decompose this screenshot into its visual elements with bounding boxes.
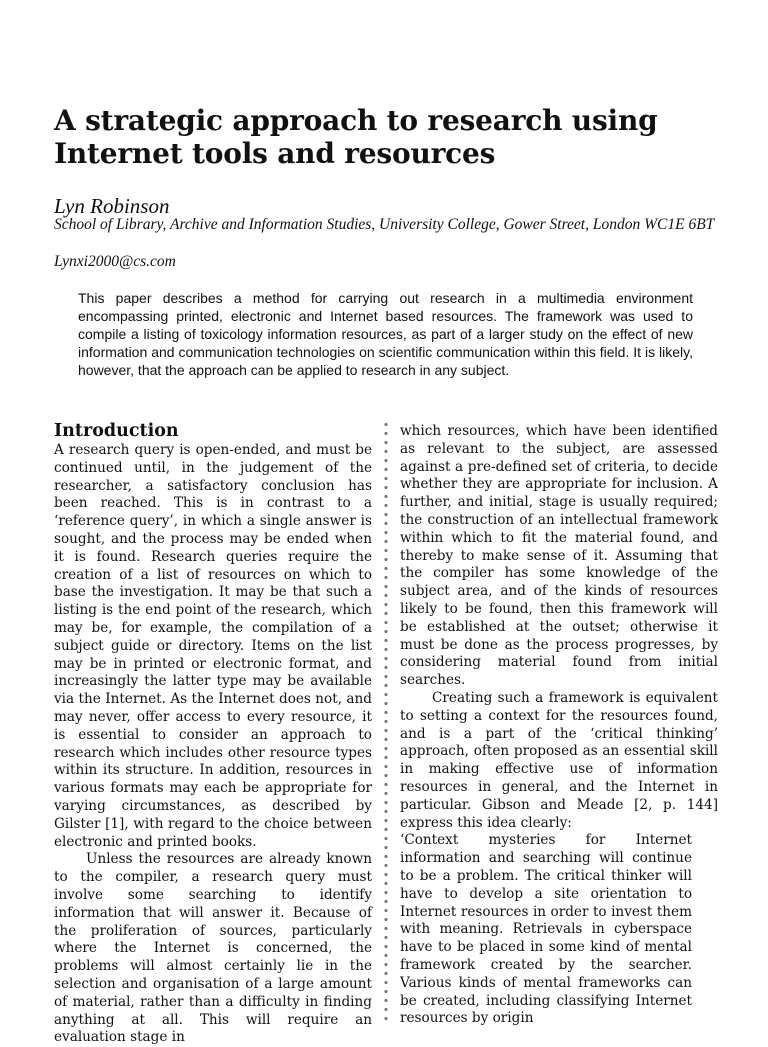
block-quote: ‘Context mysteries for Internet information and searching will continue to be a problem. The critical thinker will have to develop a site orientation to Internet resources in order to invest them with meaning. Retrievals in cyberspace have to be placed in some kind of mental framework created by the searcher. Various kinds of mental frameworks can be created, including classifying Internet resources by origin [400, 832, 692, 1027]
column-divider [383, 420, 389, 1024]
author-affiliation: School of Library, Archive and Information Studies, University College, Gower Street, London WC1E 6BT [54, 216, 715, 233]
abstract: This paper describes a method for carrying out research in a multimedia environment encompassing printed, electronic and Internet based resources. The framework was used to compile a listing of toxicology information resources, as part of a larger study on the effect of new information and communication technologies on scientific communication within this field. It is likely, however, that the approach can be applied to research in any subject. [78, 290, 693, 378]
left-column [54, 420, 372, 1047]
title-line-2: Internet tools and resources [54, 137, 496, 170]
author-name: Lyn Robinson [54, 194, 170, 218]
author-email: Lynxi2000@cs.com [54, 253, 176, 270]
title-line-1: A strategic approach to research using [54, 104, 658, 137]
intro-paragraph-1: A research query is open-ended, and must be continued until, in the judgement of the researcher, a satisfactory conclusion has been reached. This is in contrast to a ‘reference query’, in which a single answer is sought, and the process may be ended when it is found. Research queries require the creation of a list of resources on which to base the investigation. It may be that such a listing is the end point of the research, which may be, for example, the compilation of a subject guide or directory. Items on the list may be in printed or electronic format, and increasingly the latter type may be available via the Internet. As the Internet does not, and may never, offer access to every resource, it is essential to consider an approach to research which includes other resource types within its structure. In addition, resources in various formats may each be appropriate for varying circumstances, as described by Gilster [1], with regard to the choice between electronic and printed books. [54, 442, 372, 850]
right-paragraph-1: which resources, which have been identified as relevant to the subject, are assessed against a pre-defined set of criteria, to decide whether they are appropriate for inclusion. A further, and initial, stage is usually required; the construction of an intellectual framework within which to fit the material found, and thereby to make sense of it. Assuming that the compiler has some knowledge of the subject area, and of the kinds of resources likely to be found, then this framework will be established at the outset; otherwise it must be done as the process progresses, by considering material found from initial searches. [400, 423, 718, 689]
section-heading-introduction: Introduction [54, 421, 179, 441]
paper-title [54, 104, 734, 170]
intro-paragraph-2: Unless the resources are already known to the compiler, a research query must involve some searching to identify information that will answer it. Because of the proliferation of sources, particularly where the Internet is concerned, the problems will almost certainly lie in the selection and organisation of a large amount of material, rather than a difficulty in finding anything at all. This will require an evaluation stage in [54, 851, 372, 1046]
right-paragraph-2: Creating such a framework is equivalent to setting a context for the resources found, and is a part of the ‘critical thinking’ approach, often proposed as an essential skill in making effective use of information resources in general, and the Internet in particular. Gibson and Meade [2, p. 144] express this idea clearly: [400, 689, 718, 831]
right-column [400, 423, 718, 1028]
